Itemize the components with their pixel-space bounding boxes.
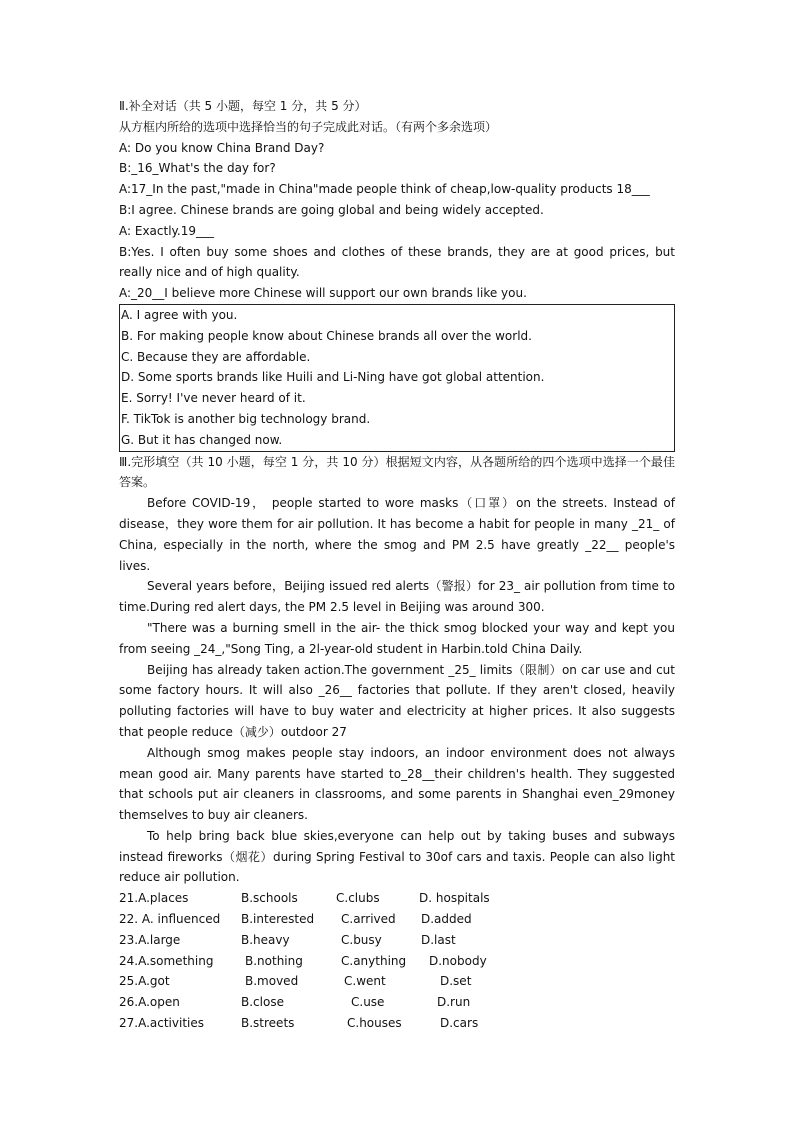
choice-b: B.interested — [241, 912, 315, 927]
choice-c: C.clubs — [336, 891, 380, 906]
choice-c: C.went — [344, 974, 386, 989]
choice-d: D.nobody — [429, 953, 487, 968]
choice-d: D. hospitals — [419, 891, 490, 906]
choice-d: D.set — [440, 974, 472, 989]
choice-c: C.use — [351, 995, 385, 1010]
choice-d: D.run — [437, 995, 471, 1010]
choice-a: 23.A.large — [119, 932, 181, 947]
dialogue-line: B:_16_What's the day for? — [119, 161, 276, 176]
option-item: F. TikTok is another big technology brand. — [121, 411, 371, 426]
choice-c: C.busy — [341, 932, 382, 947]
choice-a: 25.A.got — [119, 974, 170, 989]
option-item: C. Because they are affordable. — [121, 349, 311, 364]
cloze-passage — [119, 493, 675, 888]
option-item: E. Sorry! I've never heard of it. — [121, 391, 306, 406]
choice-c: C.arrived — [341, 912, 396, 927]
answer-choices — [119, 888, 675, 1034]
dialogue — [119, 138, 675, 304]
passage-paragraph: Several years before，Beijing issued red alerts（警报）for 23_ air pollution from time to time.During red alert days, the PM 2.5 level in Beijing was around 300. — [119, 579, 675, 615]
choice-b: B.heavy — [241, 932, 290, 947]
passage-paragraph: Beijing has already taken action.The government _25_ limits（限制）on car use and cut some factory hours. It will also _26__ factories that pollute. If they aren't closed, heavily polluting factories will have to buy water and electricity at higher prices. It also suggests that people reduce（减少）outdoor 27 — [119, 662, 675, 739]
choice-a: 22. A. influenced — [119, 912, 221, 927]
choice-row — [119, 971, 675, 992]
dialogue-line: A:_20__I believe more Chinese will support our own brands like you. — [119, 286, 527, 301]
option-item: G. But it has changed now. — [121, 432, 283, 447]
choice-d: D.last — [421, 932, 456, 947]
choice-a: 26.A.open — [119, 995, 180, 1010]
choice-b: B.moved — [245, 974, 299, 989]
choice-b: B.schools — [241, 891, 298, 906]
choice-a: 21.A.places — [119, 891, 189, 906]
dialogue-line: B:Yes. I often buy some shoes and clothes of these brands, they are at good prices, but really nice and of high quality. — [119, 244, 675, 280]
choice-b: B.nothing — [245, 953, 303, 968]
choice-a: 27.A.activities — [119, 1016, 204, 1031]
choice-row — [119, 992, 675, 1013]
passage-paragraph: To help bring back blue skies,everyone can help out by taking buses and subways instead fireworks（烟花）during Spring Festival to 30of cars and taxis. People can also light reduce air pollution. — [119, 828, 675, 885]
dialogue-line: A: Do you know China Brand Day? — [119, 140, 325, 155]
choice-row — [119, 888, 675, 909]
passage-paragraph: "There was a burning smell in the air- the thick smog blocked your way and kept you from seeing _24_,"Song Ting, a 2l-year-old student in Harbin.told China Daily. — [119, 620, 675, 656]
choice-d: D.cars — [440, 1016, 479, 1031]
option-item: A. I agree with you. — [121, 307, 238, 322]
passage-paragraph: Before COVID-19， people started to wore masks（口罩）on the streets. Instead of disease，they wore them for air pollution. It has become a habit for people in many _21_ of China, especially in the north, where the smog and PM 2.5 have greatly _22__ people's lives. — [119, 496, 675, 573]
choice-b: B.streets — [241, 1016, 295, 1031]
choice-a: 24.A.something — [119, 953, 214, 968]
choice-row — [119, 1013, 675, 1034]
section2-title: Ⅱ.补全对话（共 5 小题，每空 1 分，共 5 分） — [119, 99, 367, 113]
choice-c: C.anything — [341, 953, 407, 968]
choice-row — [119, 909, 675, 930]
section2-instruction: 从方框内所给的选项中选择恰当的句子完成此对话。（有两个多余选项） — [119, 119, 498, 134]
choice-d: D.added — [421, 912, 472, 927]
section3-title: Ⅲ.完形填空（共 10 小题，每空 1 分，共 10 分）根据短文内容，从各题所给的四个选项中选择一个最佳答案。 — [119, 454, 675, 490]
option-item: D. Some sports brands like Huili and Li-Ning have got global attention. — [121, 370, 545, 385]
choice-row — [119, 930, 675, 951]
choice-b: B.close — [241, 995, 284, 1010]
option-item: B. For making people know about Chinese brands all over the world. — [121, 328, 532, 343]
dialogue-line: A:17_In the past,"made in China"made people think of cheap,low-quality products 18___ — [119, 182, 650, 197]
dialogue-line: B:I agree. Chinese brands are going global and being widely accepted. — [119, 202, 544, 217]
document-page — [119, 96, 675, 1034]
options-box — [119, 304, 675, 452]
choice-c: C.houses — [347, 1016, 402, 1031]
dialogue-line: A: Exactly.19___ — [119, 223, 215, 238]
passage-paragraph: Although smog makes people stay indoors, an indoor environment does not always mean good air. Many parents have started to_28__their children's health. They suggested that schools put air cleaners in classrooms, and some parents in Shanghai even_29money themselves to buy air cleaners. — [119, 745, 675, 823]
choice-row — [119, 951, 675, 972]
